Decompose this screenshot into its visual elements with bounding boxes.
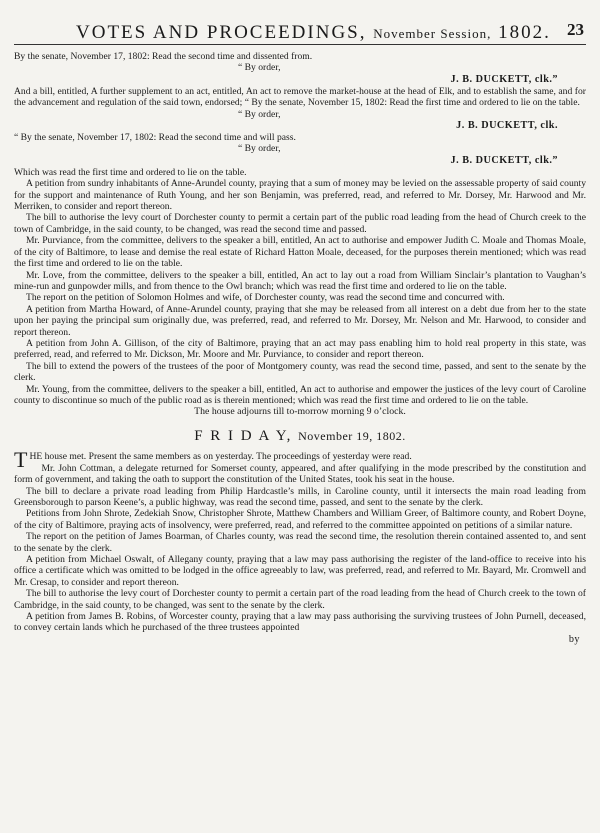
paragraph: A petition from James B. Robins, of Worcester county, praying that a law may pass authorising the surviving trustees of John Purnell, deceased, to convey certain lands which he purchased of the three trustees appointed xyxy=(14,611,586,634)
paragraph: Mr. Purviance, from the committee, delivers to the speaker a bill, entitled, An act to authorise and empower Judith C. Moale and Thomas Moale, of the city of Baltimore, to lease and demise the real estate of Richard Hatton Moale, deceased, for the purposes therein mentioned; which was read the first time and ordered to lie on the table. xyxy=(14,235,586,270)
paragraph: Mr. John Cottman, a delegate returned for Somerset county, appeared, and after qualifying in the mode prescribed by the constitution and form of government, and taking the oath to support the constitution of the United States, took his seat in the house. xyxy=(14,462,586,486)
paragraph: Petitions from John Shrote, Zedekiah Snow, Christopher Shrote, Matthew Chambers and William Greer, of Baltimore county, and Robert Doyne, of the city of Baltimore, praying acts of insolvency, were preferred, read, and referred to the committee appointed on petitions of a similar nature. xyxy=(14,508,586,531)
day-date: November 19, 1802. xyxy=(298,429,406,444)
paragraph: The bill to extend the powers of the trustees of the poor of Montgomery county, was read the second time, passed, and sent to the senate by the clerk. xyxy=(14,360,586,384)
paragraph: A petition from Michael Oswalt, of Allegany county, praying that a law may pass authorising the register of the land-office to receive into his office a certificate which was omitted to be lodged in the office agreeably to law, was preferred, read, and referred to Mr. Bayard, Mr. Cromwell and Mr. Cresap, to consider and report thereon. xyxy=(14,554,586,588)
paragraph: By the senate, November 17, 1802: Read the second time and dissented from. xyxy=(14,51,313,62)
adjournment-note: The house adjourns till to-morrow morning 9 o’clock. xyxy=(194,406,406,418)
page-header xyxy=(14,14,586,45)
paragraph xyxy=(14,447,586,473)
paragraph: Which was read the first time and ordered to lie on the table. xyxy=(14,166,247,178)
running-title xyxy=(76,22,551,44)
drop-cap: T xyxy=(14,447,28,473)
paragraph-text: HE house met. Present the same members as on yesterday. The proceedings of yesterday were read. xyxy=(29,451,412,463)
paragraph: The bill to authorise the levy court of Dorchester county to permit a certain part of the public road leading from the head of Church creek to the town of Cambridge, in the said county, to be changed, was read the second time and passed. xyxy=(14,212,586,235)
clerk-signature: J. B. DUCKETT, clk.” xyxy=(450,154,558,166)
paragraph: “ By the senate, November 17, 1802: Read the second time and will pass. xyxy=(14,132,296,144)
paragraph: A petition from John A. Gillison, of the city of Baltimore, praying that an act may pass enabling him to hold real property in this state, was preferred, read, and referred to Mr. Dickson, Mr. Moore and Mr. Purviance, to consider and report thereon. xyxy=(14,337,586,361)
paragraph: A petition from sundry inhabitants of Anne-Arundel county, praying that a sum of money may be levied on the assessable property of said county for the support and maintenance of Ruth Young, and her son Benjamin, was preferred, read, and referred to Mr. Dorsey, Mr. Harwood and Mr. Merriken, to consider and report thereon. xyxy=(14,178,586,213)
day-heading xyxy=(14,426,586,446)
day-name: F R I D A Y, xyxy=(194,428,293,445)
paragraph: Mr. Love, from the committee, delivers to the speaker a bill, entitled, An act to lay out a road from William Sinclair’s plantation to Vaughan’s mine-run and gunpowder mills, and from thence to the Owl branch; which was read the first time and ordered to lie on the table. xyxy=(14,269,586,292)
paragraph: The bill to declare a private road leading from Philip Hardcastle’s mills, in Caroline county, until it intersects the main road leading from Greensborough to parson Keene’s, a public highway, was read the second time, passed, and sent to the senate by the clerk. xyxy=(14,485,586,508)
paragraph: Mr. Young, from the committee, delivers to the speaker a bill, entitled, An act to authorise and empower the justices of the levy court of Caroline county to discontinue so much of the public road as is therein mentioned; which was read the first time and ordered to lie on the table. xyxy=(14,383,586,406)
paragraph: A petition from Martha Howard, of Anne-Arundel county, praying that she may be released from all interest on a debt due from her to the state upon her paying the principal sum originally due, was preferred, read, and referred to Mr. Dorsey, Mr. Nelson and Mr. Harwood, to consider and report thereon. xyxy=(14,303,586,338)
paragraph: The report on the petition of James Boarman, of Charles county, was read the second time, the resolution therein contained assented to, and sent to the senate by the clerk. xyxy=(14,531,586,554)
paragraph: The report on the petition of Solomon Holmes and wife, of Dorchester county, was read the second time and concurred with. xyxy=(26,292,505,304)
by-order: “ By order, xyxy=(238,62,281,74)
paragraph: And a bill, entitled, A further supplement to an act, entitled, An act to remove the market-house at the head of Elk, and to establish the same, and for the advancement and regulation of the said town, endorsed; “ By the senate, November 15, 1802: Read the first time and ordered to lie on the table. xyxy=(14,85,586,109)
title-session: November Session, xyxy=(373,26,492,41)
clerk-signature: J. B. DUCKETT, clk.” xyxy=(450,73,558,85)
title-year: 1802. xyxy=(498,22,551,43)
catchword: by xyxy=(568,633,580,645)
clerk-signature: J. B. DUCKETT, clk. xyxy=(456,120,558,132)
by-order: “ By order, xyxy=(238,108,281,120)
by-order: “ By order, xyxy=(238,143,281,155)
page-number: 23 xyxy=(567,20,584,39)
paragraph: The bill to authorise the levy court of Dorchester county to permit a certain part of the road leading from the head of Church creek to the town of Cambridge, in the said county, to be changed, was sent to the senate by the clerk. xyxy=(14,588,586,611)
title-main: VOTES AND PROCEEDINGS, xyxy=(76,22,367,43)
